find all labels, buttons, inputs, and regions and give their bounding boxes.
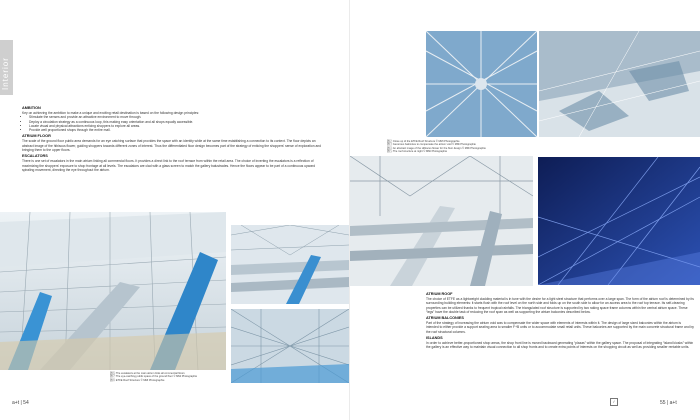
left-text-column xyxy=(22,104,322,172)
atrium-floor-heading: ATRIUM FLOOR xyxy=(22,134,51,139)
photo-roof-closeup xyxy=(426,31,537,137)
ambition-bullet: • Locate visual and physical attractions enticing shoppers to explore all areas. xyxy=(29,124,322,128)
caption-line: 图⑤ The roof structure at night © MMi Photographie xyxy=(387,149,448,153)
photo-etfe-roof xyxy=(231,309,349,383)
photo-roof-night xyxy=(538,157,700,285)
ambition-bullet: • Deploy a circulation strategy as a continuous loop, this making easy orientation and all shops equally accessible. xyxy=(29,120,322,124)
right-page xyxy=(350,0,700,420)
end-mark-icon: ✓ xyxy=(610,398,618,406)
caption-line: 图② Close up of the ETFE Roof Structure © MMi Photographie xyxy=(387,140,460,143)
caption-line: 图③ Generous balconies to compensate the atrium void © MMi Photographie xyxy=(387,143,476,147)
atrium-balconies-body: Part of the strategy of increasing the atrium void was to compensate the wider space with elements of interests within it. The design of large sized balconies within the atrium is intended to either provide a support seating area to smaller F+B units or to accommodate small retail units. These balconies are supported by the main concrete structural frame and by the roof structural columns. xyxy=(426,321,694,334)
islands-body: In order to achieve better-proportioned shop areas, the shop front line is moved backward generating “plazas” within the gallery space. The proposal of integrating “island kiosks” within the gallery is an effective way to maintain visual connection to all shop fronts and to create extra points of interests on the shopping circuit as well as providing smaller rentable units. xyxy=(426,341,694,350)
top-caption-block xyxy=(387,140,527,153)
ambition-heading: AMBITION xyxy=(22,106,41,110)
photo-balconies xyxy=(231,225,349,304)
photo-atrium-balconies-image xyxy=(350,156,533,286)
escalators-body: There is one set of escalators in the main atrium linking all commercial floors. It provides a direct link to the roof terrace from within the retail area. The choice of inverting the escalators is a reflection of maximizing the shoppers' exposure to shop frontage at all levels. The escalators are clad with a glass screen to match the gallery balustrades. Hence the floors appear to be part of a continuous upward spiraling movement, directing the eye throughout the atrium. xyxy=(22,159,316,172)
islands-heading: ISLANDS xyxy=(426,336,443,341)
atrium-balconies-heading: ATRIUM BALCONIES xyxy=(426,316,464,321)
ambition-bullet-list xyxy=(22,115,322,132)
photo-atrium-balconies xyxy=(350,156,533,286)
escalators-heading: ESCALATORS xyxy=(22,154,48,159)
bottom-caption-block xyxy=(110,372,250,382)
left-folio: a+t | 54 xyxy=(12,400,29,406)
photo-etfe-roof-image xyxy=(231,309,349,383)
photo-balconies-image xyxy=(231,225,349,304)
section-tab xyxy=(0,40,13,95)
caption-line: 图⑦ The eye-catching public space of the ground floor © MMi Photographie xyxy=(110,375,198,379)
ambition-bullet: • Stimulate the senses and provide an attractive environment to move through. xyxy=(29,115,322,119)
caption-line: 图④ An abstract image of the Hibiscus flower for the floor design © MMi Photographie xyxy=(387,146,486,150)
caption-line: 图⑧ ETFE Roof Structure © MMi Photographie xyxy=(110,378,165,382)
photo-escalator-atrium-image xyxy=(0,212,226,370)
atrium-floor-body: The scale of the ground floor public area demands for an eye catching surface that provides the space with an identity while at the same time establishing a connection to its context. The floor depicts an abstract image of the hibiscus flower, guiding shoppers towards different zones of interest. Thus the differentiated floor design becomes part of the strategy of enticing the shoppers' sense of exploration and bringing them to the upper floors. xyxy=(22,139,321,153)
photo-hibiscus-floor xyxy=(539,31,700,137)
ambition-intro: Key on achieving the ambition to make a unique and exciting retail destination is based on the following design principles: xyxy=(22,111,200,115)
atrium-roof-body: The choice of ETFE as a lightweight cladding material is in tune with the desire for a light steel structure that performs over a large span. The form of the atrium roof is determined by its surrounding building elements: it starts flush with the roof level on the north side and folds up on the south side to allow for an access area to the roof top terrace. Its self-cleaning properties can be utilized thanks to frequent tropical rainfalls. The triangulated roof structure is supported by two raking space frame columns within the central atrium space. These “legs” have the double task of reducing the roof span as well as supporting the atrium balconies described below. xyxy=(426,297,694,314)
caption-line: 图⑥ The escalators at the main atrium links all commercial floors xyxy=(110,372,185,375)
right-text-column xyxy=(426,290,694,350)
right-folio: 55 | a+t xyxy=(660,400,677,406)
photo-hibiscus-floor-image xyxy=(539,31,700,137)
photo-roof-night-image xyxy=(538,157,700,285)
ambition-bullet: • Provide well proportioned shops through the entire mall. xyxy=(29,128,322,132)
atrium-roof-heading: ATRIUM ROOF xyxy=(426,292,453,296)
photo-roof-closeup-image xyxy=(426,31,537,137)
section-tab-label: Interior xyxy=(1,57,10,90)
photo-escalator-atrium xyxy=(0,212,226,370)
